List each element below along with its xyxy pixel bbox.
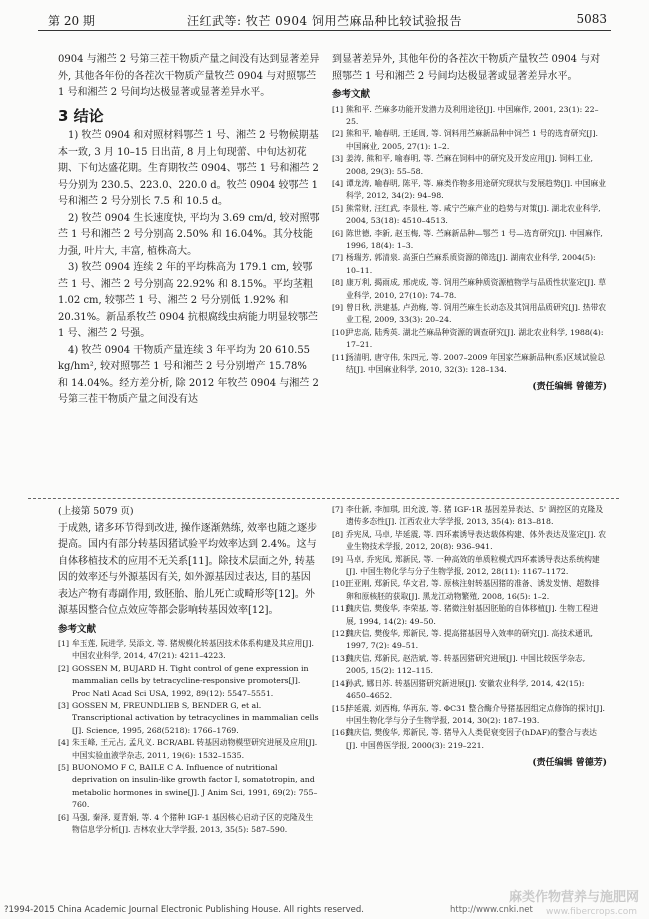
reference-number: [14] xyxy=(332,678,349,688)
reference-entry xyxy=(332,203,607,228)
lower-left-column xyxy=(58,504,320,837)
reference-number: [7] xyxy=(332,253,344,263)
reference-number: [10] xyxy=(332,327,349,337)
reference-text: 杨瑞芳, 郭清泉. 高蛋白苎麻系质资源的筛选[J]. 湖南农业科学, 2004(5): 10–11. xyxy=(346,253,596,275)
reference-entry xyxy=(332,554,607,579)
reference-entry xyxy=(332,302,607,327)
reference-entry xyxy=(332,578,607,603)
reference-number: [6] xyxy=(58,812,70,822)
page-number: 5083 xyxy=(576,12,607,26)
reference-entry xyxy=(332,277,607,302)
continued-paragraph: 0904 与湘苎 2 号第三茬干物质产量之间没有达到显著差异外, 其他各年份的各茬次干物质产量牧苎 0904 与对照鄂苎 1 号和湘苎 2 号间均达极显著或显著差异水平。 xyxy=(58,54,320,98)
reference-entry xyxy=(332,352,607,377)
reference-text: 姜涛, 熊和平, 喻春明, 等. 苎麻在饲料中的研究及开发应用[J]. 饲料工业, 2008, 29(3): 55–58. xyxy=(346,154,593,176)
reference-number: [4] xyxy=(332,178,344,188)
reference-entry xyxy=(58,737,320,762)
reference-entry xyxy=(58,638,320,663)
reference-text: 熊和平. 苎麻多功能开发潜力及利用途径[J]. 中国麻作, 2001, 23(1): 22–25. xyxy=(346,104,599,126)
reference-text: 乔宪凤, 马卓, 毕延震, 等. 四环素诱导表达载体构建、体外表达及鉴定[J]. 农业生物技术学报, 2012, 20(8): 936–941. xyxy=(346,529,607,552)
conclusion-item-2: 2) 牧苎 0904 生长速度快, 平均为 3.69 cm/d, 较对照鄂苎 1 号和湘苎 2 号分别高 2.50% 和 16.04%。其分枝能力强, 叶片大, 丰富, 植株高大。 xyxy=(58,212,320,257)
reference-number: [7] xyxy=(332,505,344,514)
reference-entry xyxy=(58,762,320,812)
reference-number: [5] xyxy=(58,763,70,773)
reference-text: 李仕新, 李加琪, 田允波, 等. 猪 IGF-1R 基因差异表达、5' 调控区的克隆及遗传多态性[J]. 江西农业大学学报, 2013, 35(4): 813–818. xyxy=(346,505,604,527)
reference-number: [13] xyxy=(332,653,349,663)
reference-entry xyxy=(332,178,607,203)
reference-text: 孙武, 娜日苏. 转基因猪研究新进展[J]. 安徽农业科学, 2014, 42(15): 4650–4652. xyxy=(346,678,585,701)
watermark-url: www.fibercrops.com xyxy=(546,907,637,917)
references-heading: 参考文献 xyxy=(58,623,97,635)
running-title: 汪红武等: 牧芒 0904 饲用苎麻品种比较试验报告 xyxy=(186,14,463,28)
reference-entry xyxy=(332,252,607,277)
references-heading: 参考文献 xyxy=(332,89,371,100)
reference-text: 马强, 秦泽, 夏青娟, 等. 4 个猪种 IGF-1 基因核心启动子区的克隆及生物信息学分析[J]. 吉林农业大学学报, 2013, 35(5): 587–590. xyxy=(72,812,314,835)
reference-entry xyxy=(332,228,607,253)
reference-entry xyxy=(332,628,607,653)
reference-list xyxy=(332,504,607,752)
reference-text: 尹忠高, 陆秀英. 湖北苎麻品种资源的调查研究[J]. 湖北农业科学, 1988(4): 17–21. xyxy=(346,327,604,350)
reference-text: 魏庆信, 樊俊华, 李荣基, 等. 猪微注射基因胚胎的自体移植[J]. 生物工程进展, 1994, 14(2): 49–50. xyxy=(346,604,599,626)
reference-number: [8] xyxy=(332,278,344,288)
responsible-editor: (责任编辑 曾德芳) xyxy=(532,382,607,393)
reference-text: 陈世德, 李新, 赵玉梅, 等. 苎麻新品种—鄂苎 1 号—选育研究[J]. 中国麻作, 1996, 18(4): 1–3. xyxy=(346,228,603,250)
reference-text: 王亚刚, 郑新民, 华文君, 等. 原核注射转基因猪的准备、诱发发情、超数排卵和原核胚的获取[J]. 黑龙江动物繁殖, 2008, 16(5): 1–2. xyxy=(346,579,600,601)
reference-entry xyxy=(58,812,320,837)
upper-right-column xyxy=(332,52,607,396)
watermark-text: 麻类作物营养与施肥网 xyxy=(508,890,639,905)
reference-entry xyxy=(58,700,320,737)
reference-number: [9] xyxy=(332,554,344,564)
conclusion-item-4: 4) 牧苎 0904 干物质产量连续 3 年平均为 20 610.55 kg/hm², 较对照鄂苎 1 号和湘苎 2 号分别增产 15.78% 和 14.04%。经方差分析, 除 2012 年牧苎 0904 与湘苎 2 号第三茬干物质产量之间没有达 xyxy=(58,344,319,405)
reference-entry xyxy=(58,663,320,700)
reference-text: 马卓, 乔宪凤, 郑新民, 等. 一种高效的单质粒模式四环素诱导表达系统构建[J]. 中国生物化学与分子生物学报, 2012, 28(11): 1167–1172. xyxy=(346,554,600,577)
reference-entry xyxy=(332,128,607,153)
lower-right-column xyxy=(332,504,607,772)
reference-text: 熊常财, 汪红武, 李景柱, 等. 咸宁苎麻产业的趋势与对策[J]. 湖北农业科学, 2004, 53(18): 4510–4513. xyxy=(346,203,601,226)
reference-text: GOSSEN M, BUJARD H. Tight control of gene expression in mammalian cells by tetracycline-responsive promoters[J]. Proc Natl Acad Sci USA, 1992, 89(12): 5547–5551. xyxy=(72,663,309,698)
reference-entry xyxy=(332,529,607,554)
upper-left-column xyxy=(58,52,320,409)
reference-number: [9] xyxy=(332,303,344,312)
continued-paragraph-right: 到显著差异外, 其他年份的各茬次干物质产量牧苎 0904 与对照鄂苎 1 号和湘苎 2 号间均达极显著或显著差异水平。 xyxy=(332,54,601,82)
reference-text: 熊和平, 喻春明, 王延周, 等. 饲料用苎麻新品种中饲苎 1 号的选育研究[J]. 中国麻业, 2005, 27(1): 1–2. xyxy=(346,129,598,151)
reference-text: 魏庆信, 樊俊华, 郑新民, 等. 猪导入人类促衰变因子(hDAF)的整合与表达[J]. 中国兽医学报, 2000(3): 219–221. xyxy=(346,728,597,750)
reference-text: 牟玉莲, 阮进学, 吴添文, 等. 猪规模化转基因技术体系构建及其应用[J]. 中国农业科学, 2014, 47(21): 4211–4223. xyxy=(72,639,315,661)
cnki-url[interactable]: http://www.cnki.net xyxy=(450,905,533,915)
reference-entry xyxy=(332,653,607,678)
reference-number: [2] xyxy=(332,129,344,139)
responsible-editor: (责任编辑 曾德芳) xyxy=(532,758,607,769)
reference-number: [16] xyxy=(332,728,349,738)
reference-entry xyxy=(332,104,607,129)
reference-text: 魏庆信, 郑新民, 赵浩斌, 等. 转基因猪研究进展[J]. 中国比较医学杂志, 2005, 15(2): 112–115. xyxy=(346,653,586,676)
conclusion-item-1: 1) 牧苎 0904 和对照材料鄂苎 1 号、湘苎 2 号物候期基本一致, 3 月 10–15 日出苗, 8 月上旬现蕾、中旬达初花期、下旬达盛花期。生育期牧苎 0904、鄂苎 1 号和湘苎 2 号分别为 230.5、223.0、220.0 d。牧苎 0904 较鄂苎 1 号和湘苎 2 号分别长 7.5 和 10.5 d。 xyxy=(58,130,319,207)
reference-number: [10] xyxy=(332,579,349,589)
reference-number: [11] xyxy=(332,604,349,614)
reference-list xyxy=(58,638,320,837)
reference-number: [2] xyxy=(58,663,70,673)
reference-text: GOSSEN M, FREUNDLIEB S, BENDER G, et al. Transcriptional activation by tetracyclines in mammalian cells [J]. Science, 1995, 268(5218): 1766–1769. xyxy=(72,701,319,735)
reference-entry xyxy=(332,327,607,352)
reference-number: [3] xyxy=(332,154,344,164)
reference-text: 曾日秋, 洪建基, 卢劲梅, 等. 饲用苎麻生长动态及其饲用品质研究[J]. 热带农业工程, 2009, 33(3): 20–24. xyxy=(346,303,607,325)
reference-entry xyxy=(332,727,607,752)
reference-entry xyxy=(332,153,607,178)
reference-number: [3] xyxy=(58,701,70,711)
page-header xyxy=(38,8,611,31)
reference-number: [5] xyxy=(332,203,344,213)
continued-body-paragraph: 于成熟, 诸多环节得到改进, 操作逐渐熟练, 效率也随之逐步提高。国内有部分转基因猪试验平均效率达到 2.4%。这与自体移植技术的应用不无关系[11]。除技术层面之外, 转基因的效率还与外源基因有关, 如外源基因过表达, 目的基因表达产物有毒副作用, 致胚胎、胎儿死亡或畸形等[12]。外源基因整合位点效应等都会影响转基因效率[12]。 xyxy=(58,522,318,616)
continued-from-label: (上接第 5079 页) xyxy=(58,506,134,517)
reference-text: 汤清明, 唐守伟, 朱四元, 等. 2007–2009 年国家苎麻新品种(系)区域试验总结[J]. 中国麻业科学, 2010, 32(3): 128–134. xyxy=(346,352,606,375)
reference-list xyxy=(332,104,607,377)
reference-text: 魏庆信, 樊俊华, 郑新民, 等. 提高猪基因导入效率的研究[J]. 高技术通讯, 1997, 7(2): 49–51. xyxy=(346,629,593,651)
reference-number: [1] xyxy=(58,639,70,648)
reference-number: [6] xyxy=(332,228,344,238)
issue-number: 第 20 期 xyxy=(48,14,95,28)
reference-number: [8] xyxy=(332,529,344,539)
reference-entry xyxy=(332,678,607,703)
reference-number: [12] xyxy=(332,629,349,639)
article-divider xyxy=(28,498,619,499)
conclusion-item-3: 3) 牧苎 0904 连续 2 年的平均株高为 179.1 cm, 较鄂苎 1 号、湘苎 2 号分别高 22.92% 和 8.15%。平均茎粗 1.02 cm, 较鄂苎 1 号、湘苎 2 号分别低 1.92% 和 20.31%。新品系牧苎 0904 抗根腐线虫病能力明显较鄂苎 1 号、湘苎 2 号强。 xyxy=(58,262,318,339)
reference-number: [11] xyxy=(332,352,349,362)
reference-entry xyxy=(332,603,607,628)
reference-text: 谭龙涛, 喻春明, 陈平, 等. 麻类作物多用途研究现状与发展趋势[J]. 中国麻业科学, 2012, 34(2): 94–98. xyxy=(346,178,607,201)
reference-text: 毕延震, 刘西梅, 华再东, 等. ΦC31 整合酶介导猪基因组定点修饰的探讨[J]. 中国生物化学与分子生物学报, 2014, 30(2): 187–193. xyxy=(346,703,605,725)
reference-entry xyxy=(332,504,607,529)
reference-number: [15] xyxy=(332,703,349,713)
reference-text: 朱玉峰, 王元占, 孟凡义. BCR/ABL 转基因动物模型研究进展及应用[J]. 中国实验血液学杂志, 2011, 19(6): 1532–1535. xyxy=(72,738,318,760)
reference-text: 康万利, 揭雨成, 邢虎成, 等. 饲用苎麻种质资源植物学与品质性状鉴定[J]. 草业科学, 2010, 27(10): 74–78. xyxy=(346,278,607,300)
reference-number: [1] xyxy=(332,104,344,114)
reference-text: BUONOMO F C, BAILE C A. Influence of nutritional deprivation on insulin-like growth factor I, somatotropin, and metabolic hormones in swine[J]. J Anim Sci, 1991, 69(2): 755–760. xyxy=(72,763,318,810)
section-heading-conclusion: 3 结论 xyxy=(58,106,104,125)
reference-entry xyxy=(332,703,607,728)
copyright-footer: ?1994-2015 China Academic Journal Electronic Publishing House. All rights reserved. xyxy=(4,905,364,915)
reference-number: [4] xyxy=(58,738,70,748)
